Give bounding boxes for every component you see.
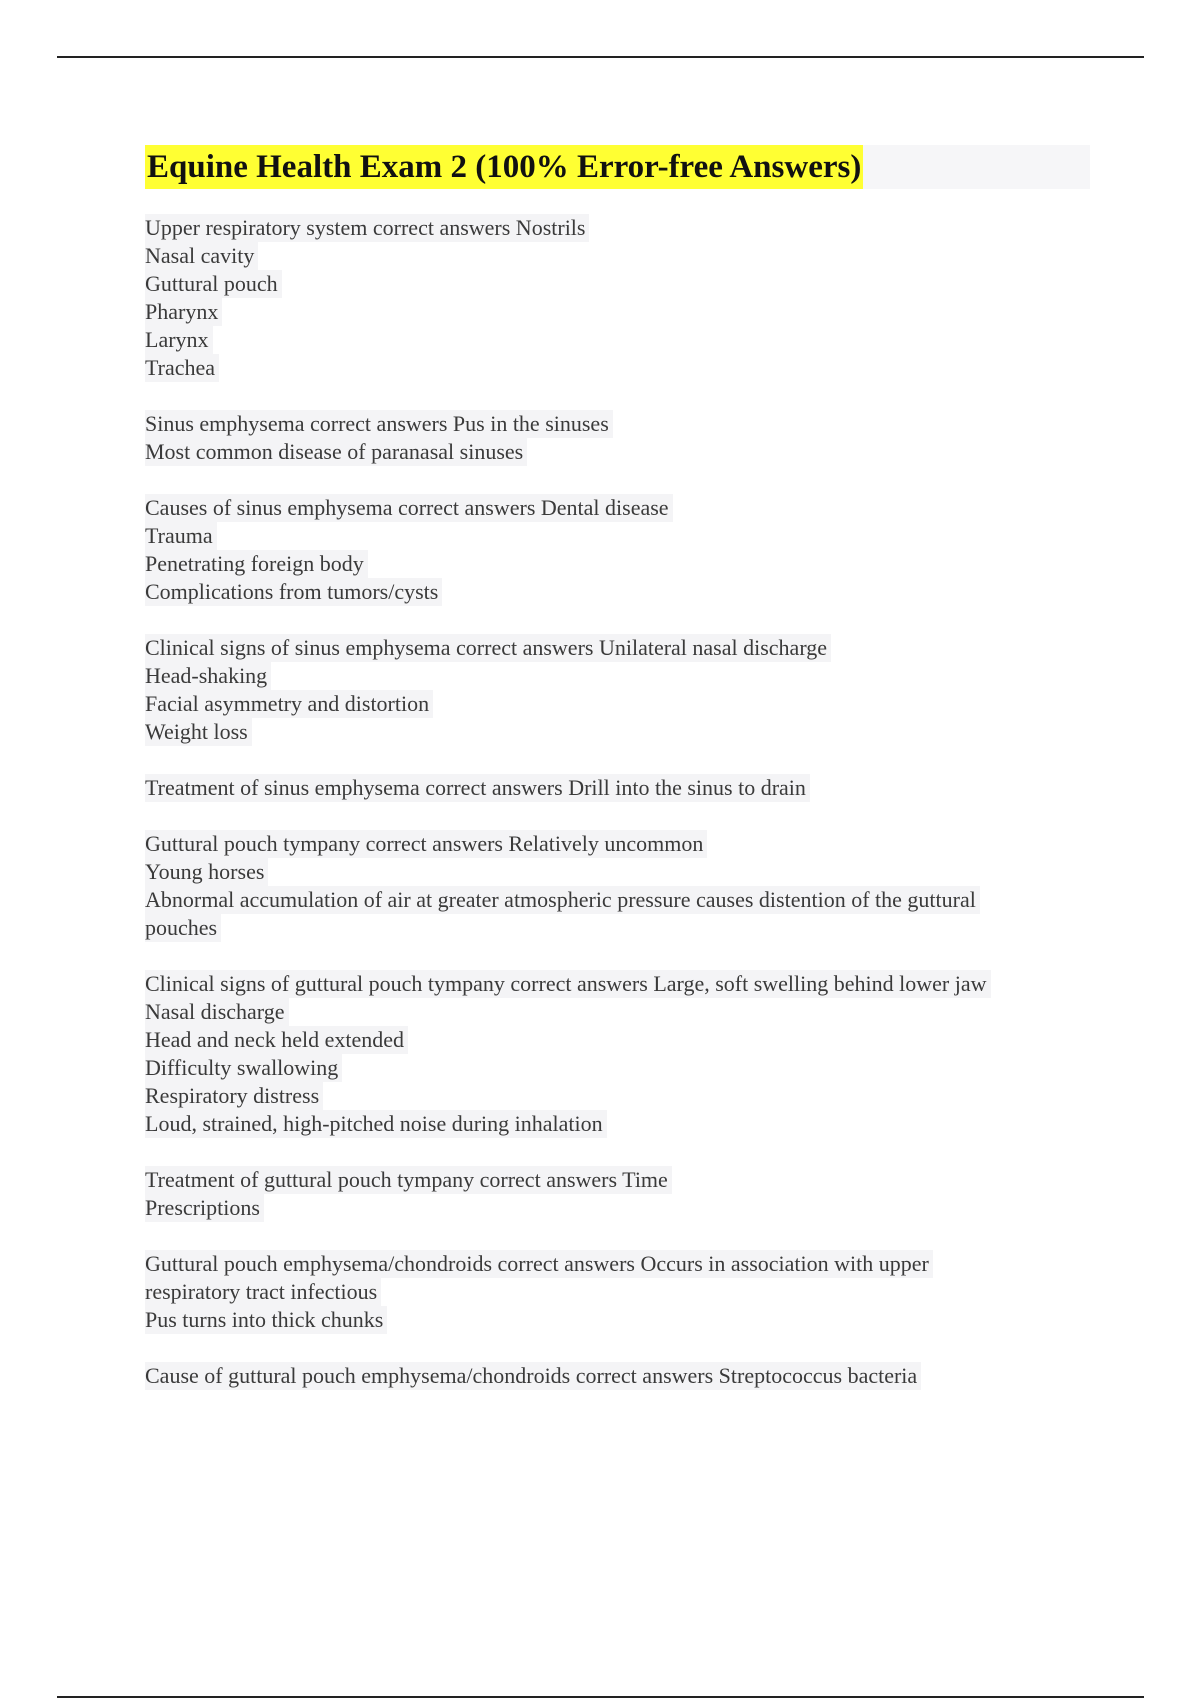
qa-question-line: Clinical signs of guttural pouch tympany correct answers Large, soft swelling behind lower jaw — [145, 970, 991, 998]
qa-question-line: Guttural pouch tympany correct answers Relatively uncommon — [145, 830, 707, 858]
title-band — [145, 145, 1090, 189]
qa-question-line: Causes of sinus emphysema correct answers Dental disease — [145, 494, 673, 522]
qa-answer-line: pouches — [145, 914, 221, 942]
document-body — [145, 145, 1090, 1418]
qa-answer-line: Nasal cavity — [145, 242, 258, 270]
qa-question-line: Guttural pouch emphysema/chondroids correct answers Occurs in association with upper — [145, 1250, 933, 1278]
qa-question-line: Clinical signs of sinus emphysema correct answers Unilateral nasal discharge — [145, 634, 831, 662]
document-title: Equine Health Exam 2 (100% Error-free Answers) — [145, 145, 863, 189]
qa-question-line: Treatment of sinus emphysema correct answers Drill into the sinus to drain — [145, 774, 810, 802]
qa-answer-line: Trachea — [145, 354, 219, 382]
qa-answer-line: Larynx — [145, 326, 213, 354]
qa-entry — [145, 774, 1090, 802]
qa-answer-line: Difficulty swallowing — [145, 1054, 342, 1082]
qa-entry — [145, 1166, 1090, 1222]
qa-list — [145, 214, 1090, 1390]
qa-question-line: Cause of guttural pouch emphysema/chondroids correct answers Streptococcus bacteria — [145, 1362, 921, 1390]
qa-entry — [145, 214, 1090, 382]
qa-answer-line: Weight loss — [145, 718, 252, 746]
qa-answer-line: Penetrating foreign body — [145, 550, 368, 578]
qa-answer-line: Guttural pouch — [145, 270, 282, 298]
qa-answer-line: Complications from tumors/cysts — [145, 578, 442, 606]
qa-answer-line: Respiratory distress — [145, 1082, 323, 1110]
qa-entry — [145, 634, 1090, 746]
qa-answer-line: Abnormal accumulation of air at greater atmospheric pressure causes distention of the guttural — [145, 886, 980, 914]
qa-question-line: Upper respiratory system correct answers Nostrils — [145, 214, 589, 242]
qa-entry — [145, 1362, 1090, 1390]
bottom-rule — [57, 1696, 1144, 1698]
qa-answer-line: Head and neck held extended — [145, 1026, 408, 1054]
qa-entry — [145, 970, 1090, 1138]
qa-answer-line: Prescriptions — [145, 1194, 264, 1222]
qa-entry — [145, 1250, 1090, 1334]
qa-entry — [145, 494, 1090, 606]
qa-answer-line: respiratory tract infectious — [145, 1278, 381, 1306]
qa-entry — [145, 410, 1090, 466]
qa-entry — [145, 830, 1090, 942]
qa-answer-line: Pharynx — [145, 298, 222, 326]
qa-question-line: Treatment of guttural pouch tympany correct answers Time — [145, 1166, 672, 1194]
qa-answer-line: Pus turns into thick chunks — [145, 1306, 387, 1334]
qa-answer-line: Young horses — [145, 858, 268, 886]
qa-answer-line: Head-shaking — [145, 662, 271, 690]
qa-answer-line: Trauma — [145, 522, 217, 550]
top-rule — [57, 56, 1144, 58]
qa-answer-line: Most common disease of paranasal sinuses — [145, 438, 527, 466]
qa-answer-line: Nasal discharge — [145, 998, 289, 1026]
qa-answer-line: Facial asymmetry and distortion — [145, 690, 433, 718]
qa-answer-line: Loud, strained, high-pitched noise during inhalation — [145, 1110, 607, 1138]
qa-question-line: Sinus emphysema correct answers Pus in the sinuses — [145, 410, 613, 438]
